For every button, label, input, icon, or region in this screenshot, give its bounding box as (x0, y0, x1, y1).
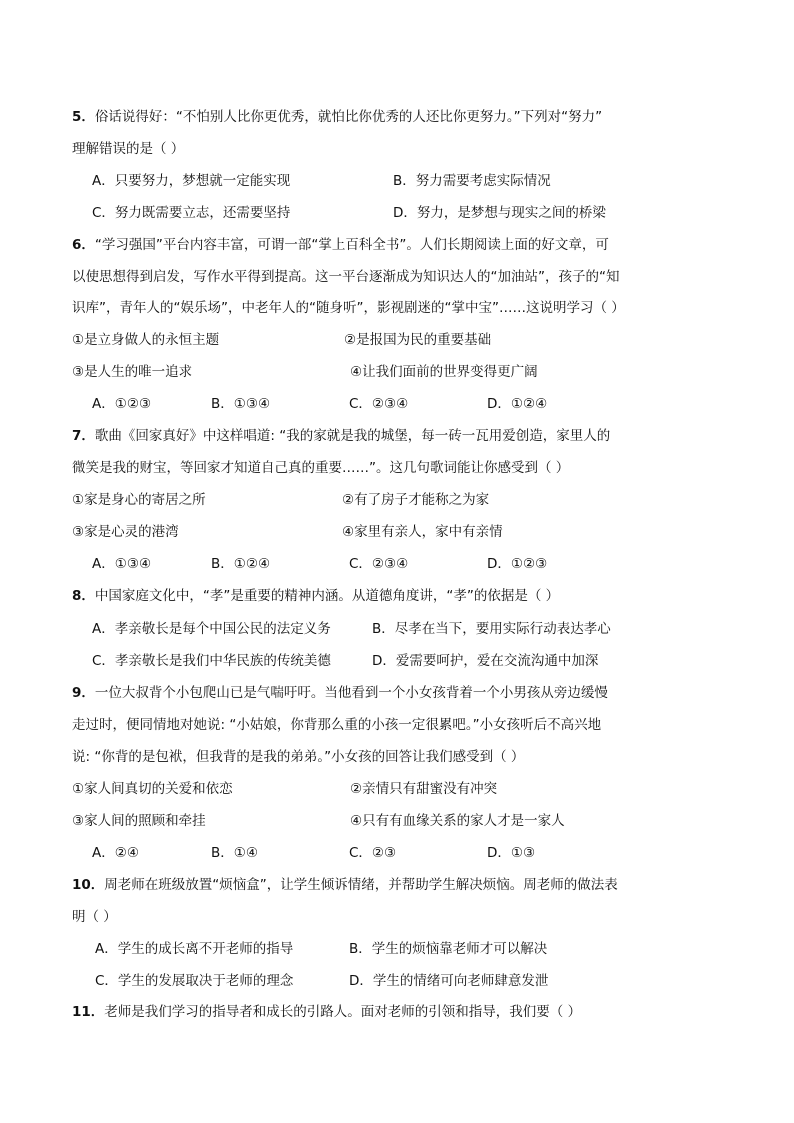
question-number: 10． (72, 877, 105, 893)
option-a: A．①②③ (92, 396, 152, 412)
question-5-line-2: 理解错误的是（ ） (72, 141, 185, 157)
option-b: B．努力需要考虑实际情况 (393, 173, 551, 189)
option-d: D．学生的情绪可向老师肆意发泄 (349, 973, 549, 989)
option-b: B．尽孝在当下，要用实际行动表达孝心 (372, 621, 611, 637)
statement-4: ④只有有血缘关系的家人才是一家人 (350, 813, 565, 829)
question-number: 9． (72, 685, 95, 701)
question-6-line-3: 识库”，青年人的“娱乐场”，中老年人的“随身听”，影视剧迷的“掌中宝”……这说明学习（ ） (72, 300, 625, 316)
question-number: 6． (72, 237, 95, 253)
question-6-line-2: 以使思想得到启发，写作水平得到提高。这一平台逐渐成为知识达人的“加油站”，孩子的“知 (72, 269, 620, 285)
option-a: A．孝亲敬长是每个中国公民的法定义务 (92, 621, 331, 637)
option-a: A．只要努力，梦想就一定能实现 (92, 173, 291, 189)
option-c: C．努力既需要立志，还需要坚持 (92, 205, 291, 221)
question-9-line-3: 说: “你背的是包袱，但我背的是我的弟弟。”小女孩的回答让我们感受到（ ） (72, 749, 525, 765)
statement-3: ③家人间的照顾和牵挂 (72, 813, 206, 829)
statement-2: ②有了房子才能称之为家 (342, 492, 490, 508)
option-d: D．①③ (487, 845, 536, 861)
question-9-line-2: 走过时，便同情地对她说: “小姑娘，你背那么重的小孩一定很累吧。”小女孩听后不高兴地 (72, 717, 602, 733)
statement-3: ③家是心灵的港湾 (72, 524, 179, 540)
option-b: B．①④ (211, 845, 258, 861)
question-10-line-1: 10．周老师在班级放置“烦恼盒”，让学生倾诉情绪，并帮助学生解决烦恼。周老师的做法表 (72, 877, 618, 893)
option-b: B．学生的烦恼靠老师才可以解决 (349, 941, 548, 957)
statement-4: ④家里有亲人，家中有亲情 (342, 524, 503, 540)
question-number: 5． (72, 109, 95, 125)
option-a: A．学生的成长离不开老师的指导 (95, 941, 294, 957)
option-b: B．①③④ (211, 396, 271, 412)
statement-1: ①家是身心的寄居之所 (72, 492, 206, 508)
question-7-line-2: 微笑是我的财宝，等回家才知道自己真的重要……”。这几句歌词能让你感受到（ ） (72, 460, 570, 476)
option-c: C．孝亲敬长是我们中华民族的传统美德 (92, 653, 331, 669)
question-number: 7． (72, 428, 95, 444)
question-9-line-1: 9．一位大叔背个小包爬山已是气喘吁吁。当他看到一个小女孩背着一个小男孩从旁边缓慢 (72, 685, 608, 701)
option-a: A．②④ (92, 845, 139, 861)
question-6-line-1: 6．“学习强国”平台内容丰富，可谓一部“掌上百科全书”。人们长期阅读上面的好文章，可 (72, 237, 609, 253)
question-number: 8． (72, 588, 95, 604)
option-b: B．①②④ (211, 556, 271, 572)
statement-3: ③是人生的唯一追求 (72, 364, 193, 380)
question-number: 11． (72, 1004, 105, 1020)
question-8-line-1: 8．中国家庭文化中，“孝”是重要的精神内涵。从道德角度讲，“孝”的依据是（ ） (72, 588, 560, 604)
question-5-line-1: 5．俗话说得好：“不怕别人比你更优秀，就怕比你优秀的人还比你更努力。”下列对“努力” (72, 109, 603, 125)
option-c: C．②③④ (349, 396, 409, 412)
option-d: D．爱需要呵护，爱在交流沟通中加深 (372, 653, 599, 669)
option-c: C．②③ (349, 845, 397, 861)
statement-1: ①家人间真切的关爱和依恋 (72, 781, 233, 797)
option-c: C．学生的发展取决于老师的理念 (95, 973, 294, 989)
question-11-line-1: 11．老师是我们学习的指导者和成长的引路人。面对老师的引领和指导，我们要（ ） (72, 1004, 582, 1020)
option-d: D．努力，是梦想与现实之间的桥梁 (393, 205, 606, 221)
statement-1: ①是立身做人的永恒主题 (72, 332, 220, 348)
question-10-line-2: 明（ ） (72, 909, 117, 925)
statement-2: ②是报国为民的重要基础 (344, 332, 492, 348)
question-7-line-1: 7．歌曲《回家真好》中这样唱道: “我的家就是我的城堡，每一砖一瓦用爱创造，家里人的 (72, 428, 611, 444)
option-a: A．①③④ (92, 556, 152, 572)
statement-2: ②亲情只有甜蜜没有冲突 (350, 781, 498, 797)
option-d: D．①②③ (487, 556, 548, 572)
statement-4: ④让我们面前的世界变得更广阔 (350, 364, 538, 380)
option-c: C．②③④ (349, 556, 409, 572)
option-d: D．①②④ (487, 396, 548, 412)
